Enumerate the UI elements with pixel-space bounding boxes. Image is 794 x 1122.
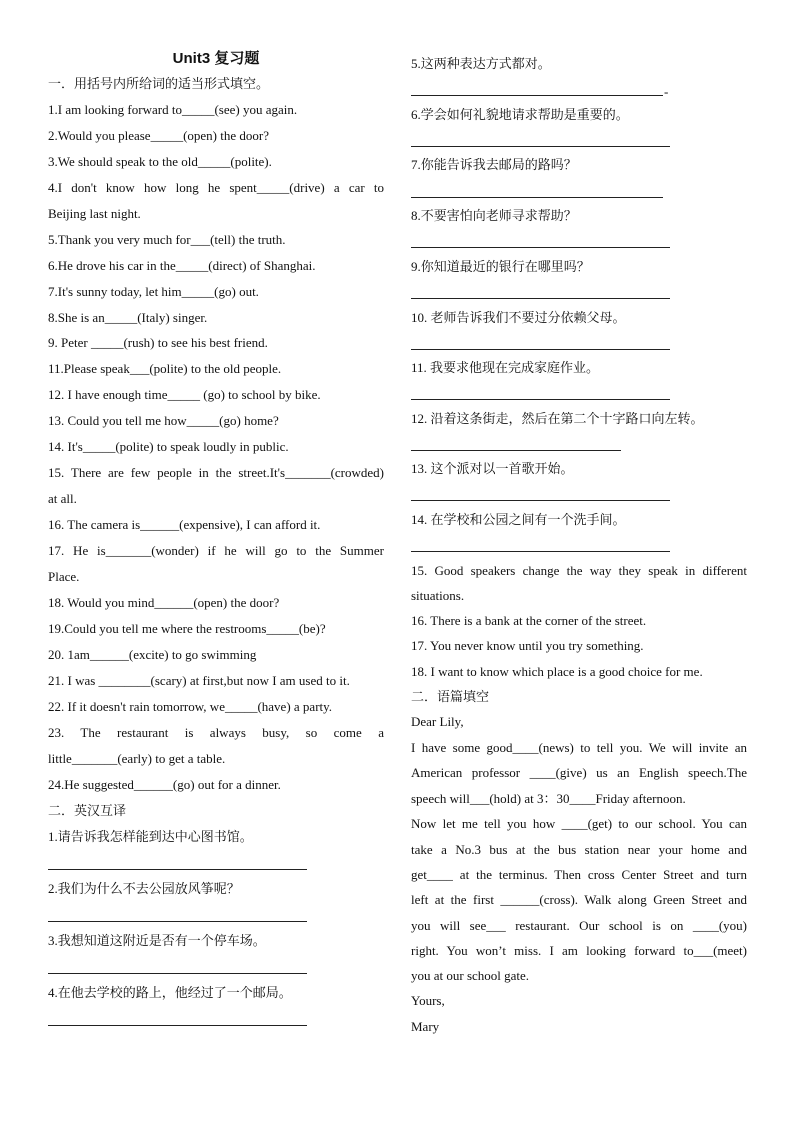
text-line: Mary <box>411 1019 440 1034</box>
text-line: 4.I don't know how long he spent_____(drive) a car to <box>48 180 384 195</box>
answer-line[interactable] <box>411 146 670 147</box>
text-line: Dear Lily, <box>411 714 464 729</box>
text-line: 17. You never know until you try something. <box>411 638 644 653</box>
text-line: 2.Would you please_____(open) the door? <box>48 128 269 143</box>
text-line: 8.不要害怕向老师寻求帮助？ <box>411 208 577 223</box>
text-line: 22. If it doesn't rain tomorrow, we_____(have) a party. <box>48 699 333 714</box>
answer-line[interactable] <box>411 500 670 501</box>
text-line: 9. Peter _____(rush) to see his best friend. <box>48 335 268 350</box>
text-line: 24.He suggested______(go) out for a dinner. <box>48 777 281 792</box>
text-line: 5.这两种表达方式都对。 <box>411 56 551 71</box>
text-line: you will see___ restaurant. Our school is on ____(you) <box>411 918 747 933</box>
text-line: 1.I am looking forward to_____(see) you again. <box>48 102 298 117</box>
text-line: take a No.3 bus at the bus station near your home and <box>411 842 747 857</box>
text-line: American professor ____(give) us an English speech.The <box>411 765 747 780</box>
text-line: Place. <box>48 569 80 584</box>
text-line: 20. 1am______(excite) to go swimming <box>48 647 257 662</box>
text-line: 一．用括号内所给词的适当形式填空。 <box>48 76 270 91</box>
text-line: you at our school gate. <box>411 968 530 983</box>
text-line: 11. 我要求他现在完成家庭作业。 <box>411 360 600 375</box>
text-line: 3.We should speak to the old_____(polite). <box>48 154 272 169</box>
answer-line[interactable] <box>411 247 670 248</box>
text-line: 23. The restaurant is always busy, so come a <box>48 725 384 740</box>
text-line: 2.我们为什么不去公园放风筝呢？ <box>48 881 240 896</box>
text-line: situations. <box>411 588 465 603</box>
text-line: 7.你能告诉我去邮局的路吗？ <box>411 157 577 172</box>
text-line: 18. I want to know which place is a good choice for me. <box>411 664 703 679</box>
text-line: 21. I was ________(scary) at first,but now I am used to it. <box>48 673 350 688</box>
text-line: right. You won’t miss. I am looking forward to___(meet) <box>411 943 747 958</box>
text-line: 二．英汉互译 <box>48 803 127 818</box>
answer-line[interactable] <box>411 298 670 299</box>
text-line: 4.在他去学校的路上，他经过了一个邮局。 <box>48 985 292 1000</box>
text-line: get____ at the terminus. Then cross Center Street and turn <box>411 867 747 882</box>
text-line: 9.你知道最近的银行在哪里吗？ <box>411 259 590 274</box>
answer-line[interactable] <box>411 95 663 96</box>
text-line: speech will___(hold) at 3：30____Friday afternoon. <box>411 791 686 806</box>
answer-line[interactable] <box>48 973 307 974</box>
text-line: I have some good____(news) to tell you. We will invite an <box>411 740 747 755</box>
answer-line[interactable] <box>411 551 670 552</box>
text-line: Yours, <box>411 993 445 1008</box>
answer-line[interactable] <box>411 399 670 400</box>
text-line: 13. Could you tell me how_____(go) home? <box>48 413 279 428</box>
text-line: left at the first ______(cross). Walk along Green Street and <box>411 892 747 907</box>
text-line: 6.学会如何礼貌地请求帮助是重要的。 <box>411 107 629 122</box>
text-line: Now let me tell you how ____(get) to our school. You can <box>411 816 747 831</box>
text-line: - <box>664 84 669 99</box>
answer-line[interactable] <box>411 349 670 350</box>
text-line: 12. I have enough time_____ (go) to school by bike. <box>48 387 321 402</box>
text-line: 16. The camera is______(expensive), I can afford it. <box>48 517 321 532</box>
text-line: 5.Thank you very much for___(tell) the truth. <box>48 232 286 247</box>
text-line: 14. It's_____(polite) to speak loudly in public. <box>48 439 289 454</box>
text-line: Beijing last night. <box>48 206 141 221</box>
text-line: at all. <box>48 491 77 506</box>
text-line: 13. 这个派对以一首歌开始。 <box>411 461 574 476</box>
text-line: 15. Good speakers change the way they speak in different <box>411 563 747 578</box>
text-line: 7.It's sunny today, let him_____(go) out. <box>48 284 259 299</box>
text-line: 16. There is a bank at the corner of the street. <box>411 613 647 628</box>
worksheet-title: Unit3 复习题 <box>172 50 260 67</box>
answer-line[interactable] <box>48 869 307 870</box>
text-line: 二．语篇填空 <box>411 689 490 704</box>
text-line: little_______(early) to get a table. <box>48 751 226 766</box>
text-line: 11.Please speak___(polite) to the old people. <box>48 361 282 376</box>
text-line: 14. 在学校和公园之间有一个洗手间。 <box>411 512 626 527</box>
text-line: 1.请告诉我怎样能到达中心图书馆。 <box>48 829 253 844</box>
text-line: 17. He is_______(wonder) if he will go to the Summer <box>48 543 384 558</box>
answer-line[interactable] <box>48 921 307 922</box>
text-line: 10. 老师告诉我们不要过分依赖父母。 <box>411 310 626 325</box>
answer-line[interactable] <box>411 450 621 451</box>
text-line: 12. 沿着这条街走，然后在第二个十字路口向左转。 <box>411 411 704 426</box>
text-line: 19.Could you tell me where the restrooms_____(be)? <box>48 621 326 636</box>
text-line: 3.我想知道这附近是否有一个停车场。 <box>48 933 266 948</box>
text-line: 6.He drove his car in the_____(direct) of Shanghai. <box>48 258 316 273</box>
answer-line[interactable] <box>411 197 663 198</box>
text-line: 15. There are few people in the street.It's_______(crowded) <box>48 465 384 480</box>
answer-line[interactable] <box>48 1025 307 1026</box>
text-line: 8.She is an_____(Italy) singer. <box>48 310 208 325</box>
text-line: 18. Would you mind______(open) the door? <box>48 595 280 610</box>
